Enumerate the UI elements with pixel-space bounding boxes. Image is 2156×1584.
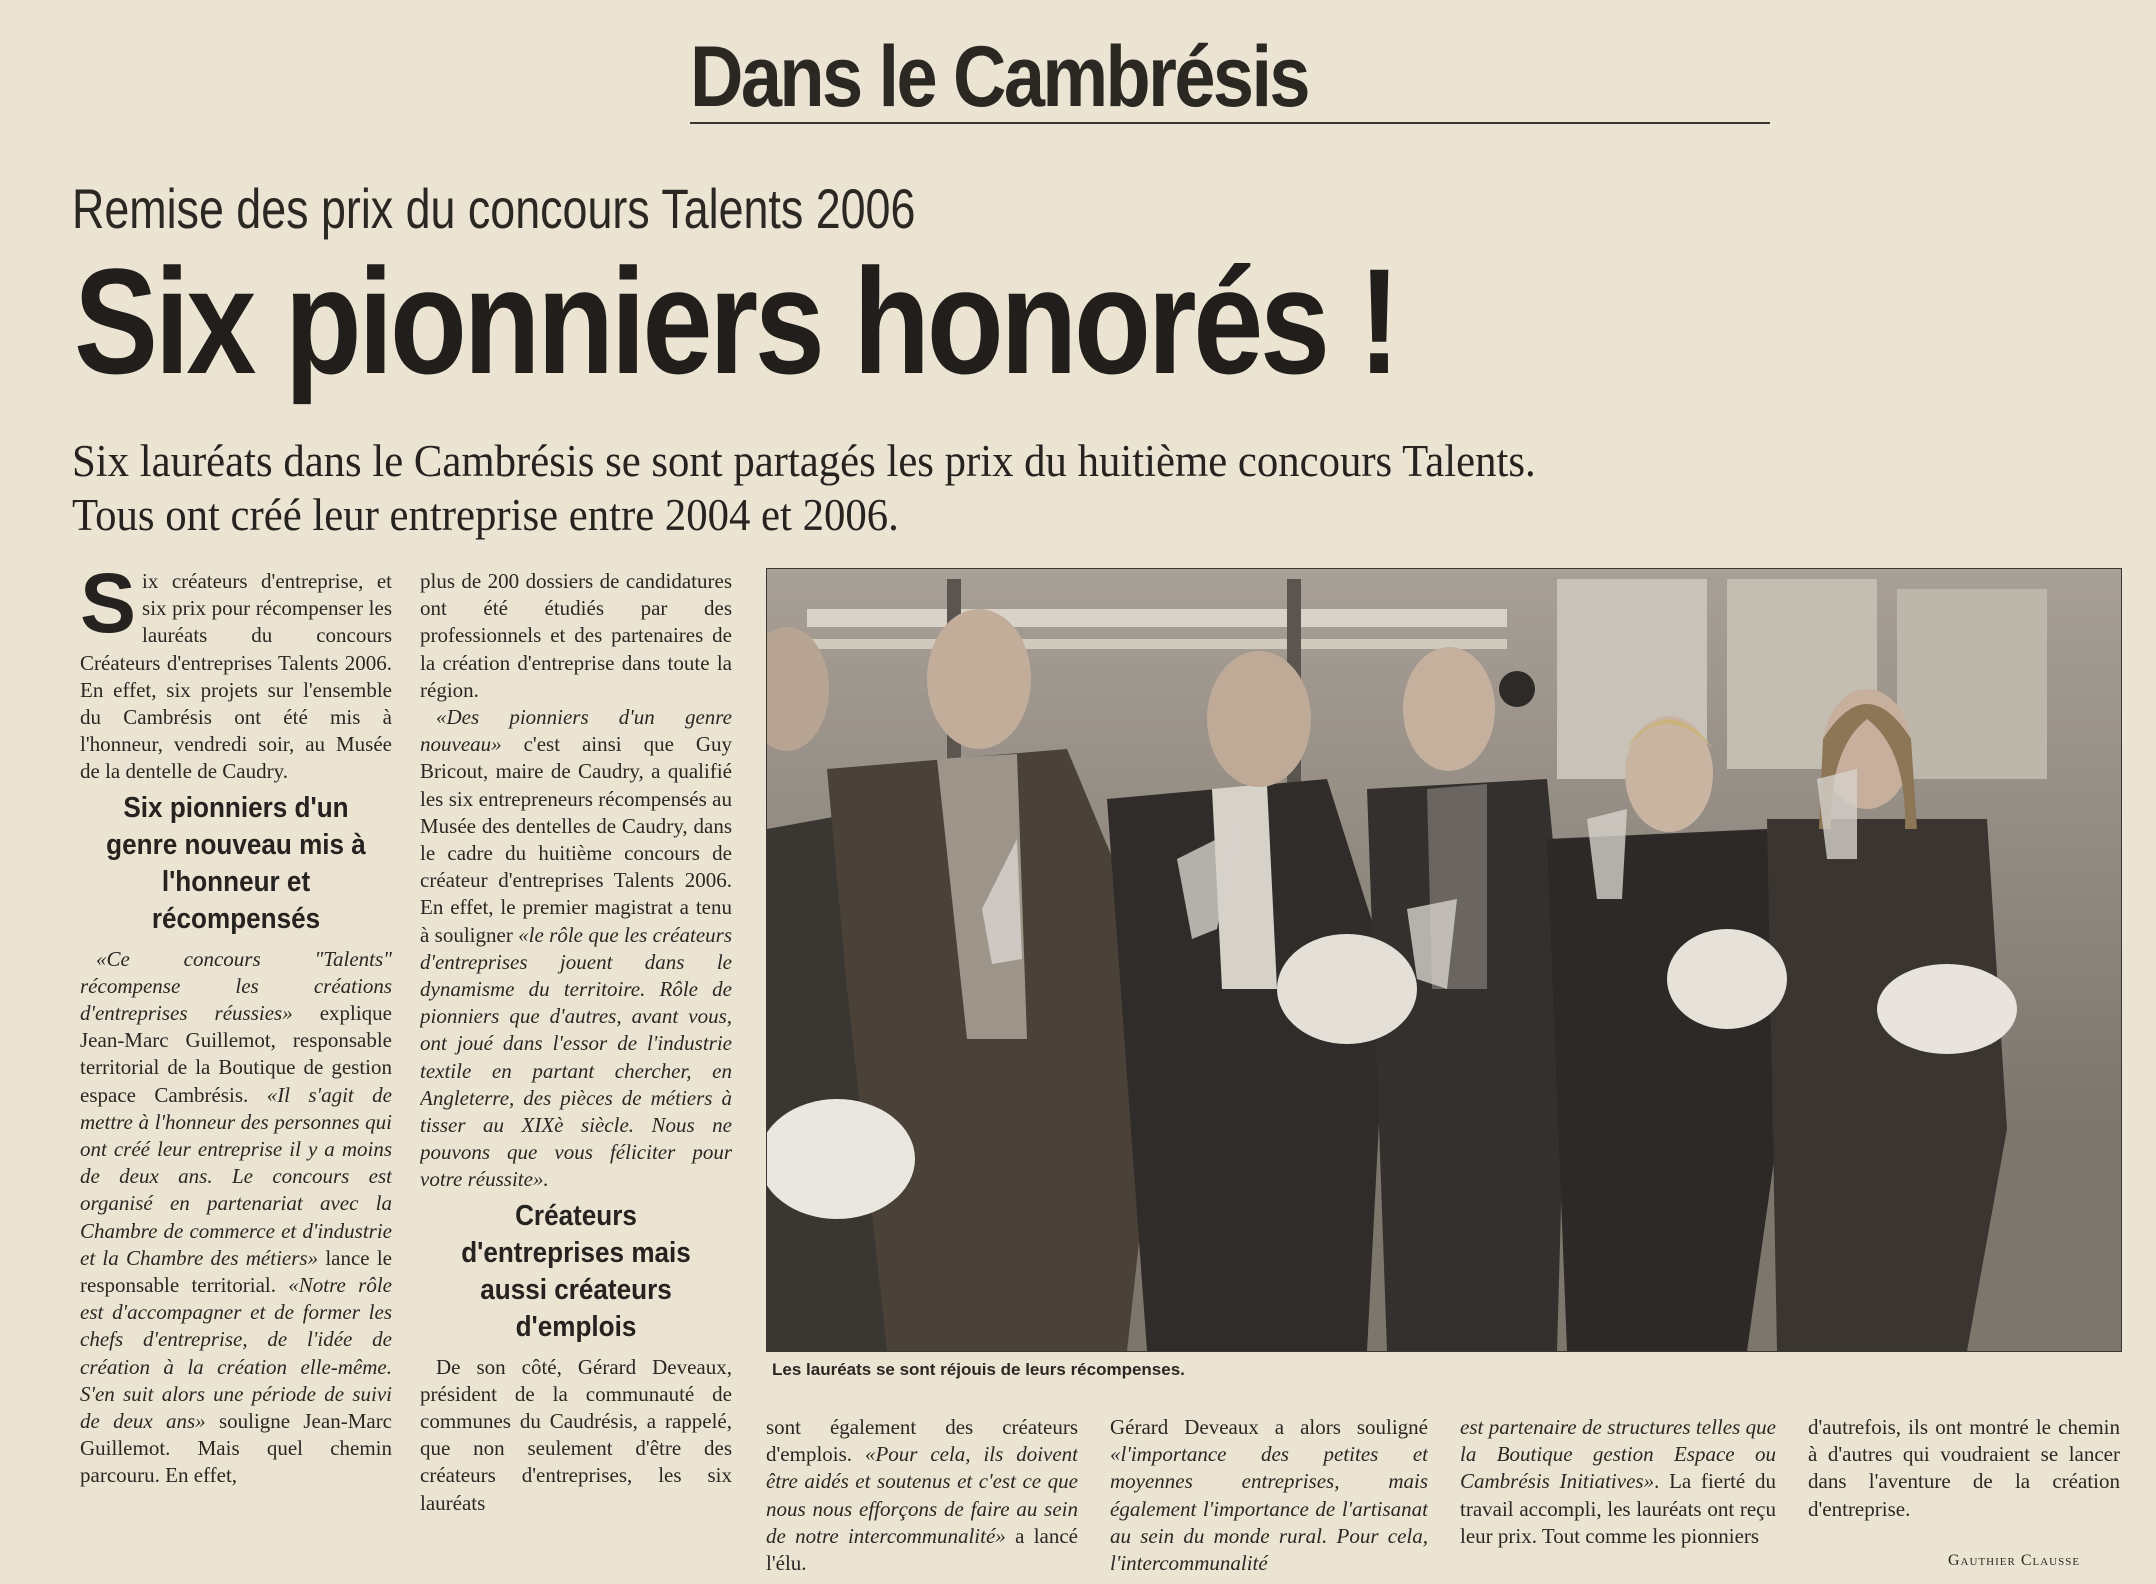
quote-run: «Il s'agit de mettre à l'honneur des personnes qui ont créé leur entreprise il y a moins de deux ans. Le concours est organisé en partenariat avec la Chambre de commerce et d'industrie et la Chambre des métiers» xyxy=(80,1082,392,1270)
column-4 xyxy=(1110,1414,1428,1584)
text-run: lance le responsable territorial. xyxy=(80,1245,392,1298)
quote-run: «Des pionniers d'un genre nouveau» xyxy=(420,705,732,757)
text-run: Gérard Deveaux a alors souligné xyxy=(1110,1415,1428,1439)
quote-run: «l'importance des petites et moyennes entreprises, mais également l'importance de l'artisanat au sein du monde rural. Pour cela, l'intercommunalité xyxy=(1110,1442,1428,1576)
rubric-title: Dans le Cambrésis xyxy=(690,29,1308,125)
kicker: Remise des prix du concours Talents 2006 xyxy=(72,177,916,240)
column-2-paragraph-3: De son côté, Gérard Deveaux, président de la communauté de communes du Caudrésis, a rappelé, que non seulement d'être des créateurs d'entreprises, les six lauréats xyxy=(420,1354,732,1515)
text-run: souligne Jean-Marc Guillemot. Mais quel chemin parcouru. En effet, xyxy=(80,1409,392,1488)
text-run: explique Jean-Marc Guillemot, responsable territorial de la Boutique de gestion espace Cambrésis. xyxy=(80,1001,392,1107)
column-3-paragraph-1 xyxy=(766,1414,1078,1577)
quote-run: «Ce concours "Talents" récompense les créations d'entreprises réussies» xyxy=(80,946,392,1026)
headline: Six pionniers honorés ! xyxy=(74,237,1397,405)
quote-run: «Pour cela, ils doivent être aidés et soutenus et c'est ce que nous nous efforçons de faire au sein de notre intercommunalité» xyxy=(766,1442,1078,1548)
standfirst-line-1: Six lauréats dans le Cambrésis se sont partagés les prix du huitième concours Talents. xyxy=(72,436,1536,486)
standfirst-line-2: Tous ont créé leur entreprise entre 2004 et 2006. xyxy=(72,490,899,540)
text-run: ix créateurs d'entreprise, et six prix pour récompenser les lauréats du concours Créateurs d'entreprises Talents 2006. En effet, six projets sur l'ensemble du Cambrésis ont été mis à l'honneur, vendredi soir, au Musée de la dentelle de Caudry. xyxy=(80,569,392,784)
intertitle-1: Six pionniers d'un genre nouveau mis à l'honneur et récompensés xyxy=(106,791,366,935)
column-6 xyxy=(1808,1414,2120,1548)
column-5-paragraph-1 xyxy=(1460,1414,1776,1550)
laureates-photo xyxy=(766,568,2122,1352)
column-5 xyxy=(1460,1414,1776,1584)
photo-credit: Gauthier Clausse xyxy=(1948,1552,2081,1569)
quote-run: «le rôle que les créateurs d'entreprises jouent dans le dynamisme du territoire. Rôle de pionniers que d'autres, avant vous, ont joué dans l'essor de l'industrie textile en partant chercher, en Angleterre, des pièces de métiers à tisser au XIXè siècle. Nous ne pouvons que vous féliciter pour votre réussite». xyxy=(420,922,732,1192)
text-run: . La fierté du travail accompli, les lauréats ont reçu leur prix. Tout comme les pionniers xyxy=(1460,1469,1776,1548)
column-6-paragraph-1: d'autrefois, ils ont montré le chemin à d'autres qui voudraient se lancer dans l'aventure de la création d'entreprise. xyxy=(1808,1415,2120,1521)
text-run: c'est ainsi que Guy Bricout, maire de Caudry, a qualifié les six entrepreneurs récompensés au Musée des dentelles de Caudry, dans le cadre du huitième concours de créateur d'entreprises Talents 2006. En effet, le premier magistrat a tenu à souligner xyxy=(420,732,732,947)
laureates-photo-illustration xyxy=(767,569,2121,1351)
intertitle-2: Créateurs d'entreprises mais aussi créateurs d'emplois xyxy=(461,1199,691,1343)
text-run: sont également des créateurs d'emplois. xyxy=(766,1415,1078,1467)
section-rubric xyxy=(690,18,1770,124)
quote-run: «Notre rôle est d'accompagner et de former les chefs d'entreprise, de l'idée de création à la création elle-même. S'en suit alors une période de suivi de deux ans» xyxy=(80,1273,392,1434)
column-2-paragraph-2 xyxy=(420,704,732,1194)
standfirst xyxy=(72,434,1972,542)
column-3 xyxy=(766,1414,1078,1584)
column-2-paragraph-1: plus de 200 dossiers de candidatures ont été étudiés par des professionnels et des partenaires de la création d'entreprise dans toute la région. xyxy=(420,569,732,702)
column-2 xyxy=(420,568,732,1584)
column-4-paragraph-1 xyxy=(1110,1414,1428,1577)
drop-cap: S xyxy=(80,568,137,650)
photo-caption: Les lauréats se sont réjouis de leurs récompenses. xyxy=(772,1360,1185,1379)
column-1 xyxy=(80,568,392,1584)
column-1-paragraph-1 xyxy=(80,568,392,786)
quote-run: est partenaire de structures telles que la Boutique gestion Espace ou Cambrésis Initiatives» xyxy=(1460,1415,1776,1494)
text-run: a lancé l'élu. xyxy=(766,1523,1078,1576)
column-1-paragraph-2 xyxy=(80,946,392,1490)
